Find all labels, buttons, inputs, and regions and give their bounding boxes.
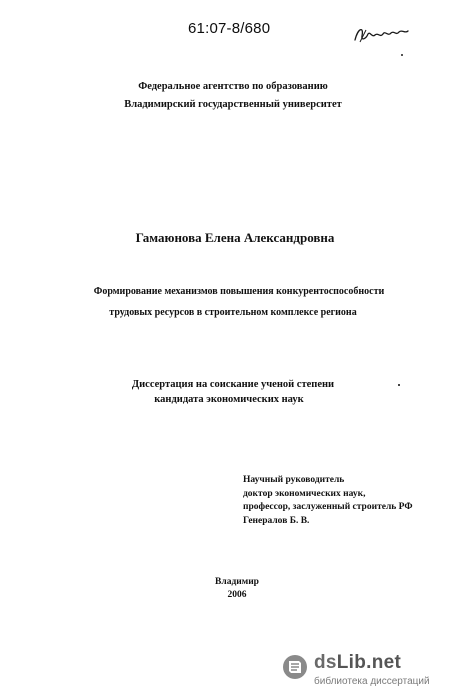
supervisor-rank: профессор, заслуженный строитель РФ	[243, 502, 413, 512]
supervisor-degree: доктор экономических наук,	[243, 488, 366, 499]
watermark-brand-main: Lib.net	[336, 652, 402, 673]
city: Владимир	[215, 577, 259, 587]
dissertation-title-line-2: трудовых ресурсов в строительном комплексе региона	[109, 307, 357, 318]
supervisor-name: Генералов Б. В.	[243, 515, 310, 526]
university-name: Владимирский государственный университет	[124, 99, 342, 110]
scan-speck	[401, 54, 403, 56]
watermark-brand-prefix: ds	[314, 652, 337, 673]
watermark-tagline: библиотека диссертаций	[314, 676, 430, 687]
degree-statement-line-1: Диссертация на соискание ученой степени	[131, 379, 335, 390]
author-name: Гамаюнова Елена Александровна	[135, 230, 335, 245]
supervisor-block	[243, 474, 412, 528]
dissertation-title-line-1: Формирование механизмов повышения конкурентоспособности	[93, 286, 385, 297]
degree-statement-line-2: кандидата экономических наук	[154, 394, 304, 405]
scan-speck	[398, 384, 400, 386]
supervisor-label: Научный руководитель	[243, 475, 345, 485]
handwritten-signature	[352, 22, 412, 48]
dslib-watermark[interactable]	[282, 650, 442, 694]
dslib-logo-icon	[282, 654, 308, 680]
watermark-brand	[314, 652, 401, 674]
place-and-year	[0, 576, 450, 602]
year: 2006	[227, 590, 247, 600]
catalog-stamp: 61:07-8/680	[188, 20, 271, 37]
agency-name: Федеральное агентство по образованию	[138, 81, 328, 92]
